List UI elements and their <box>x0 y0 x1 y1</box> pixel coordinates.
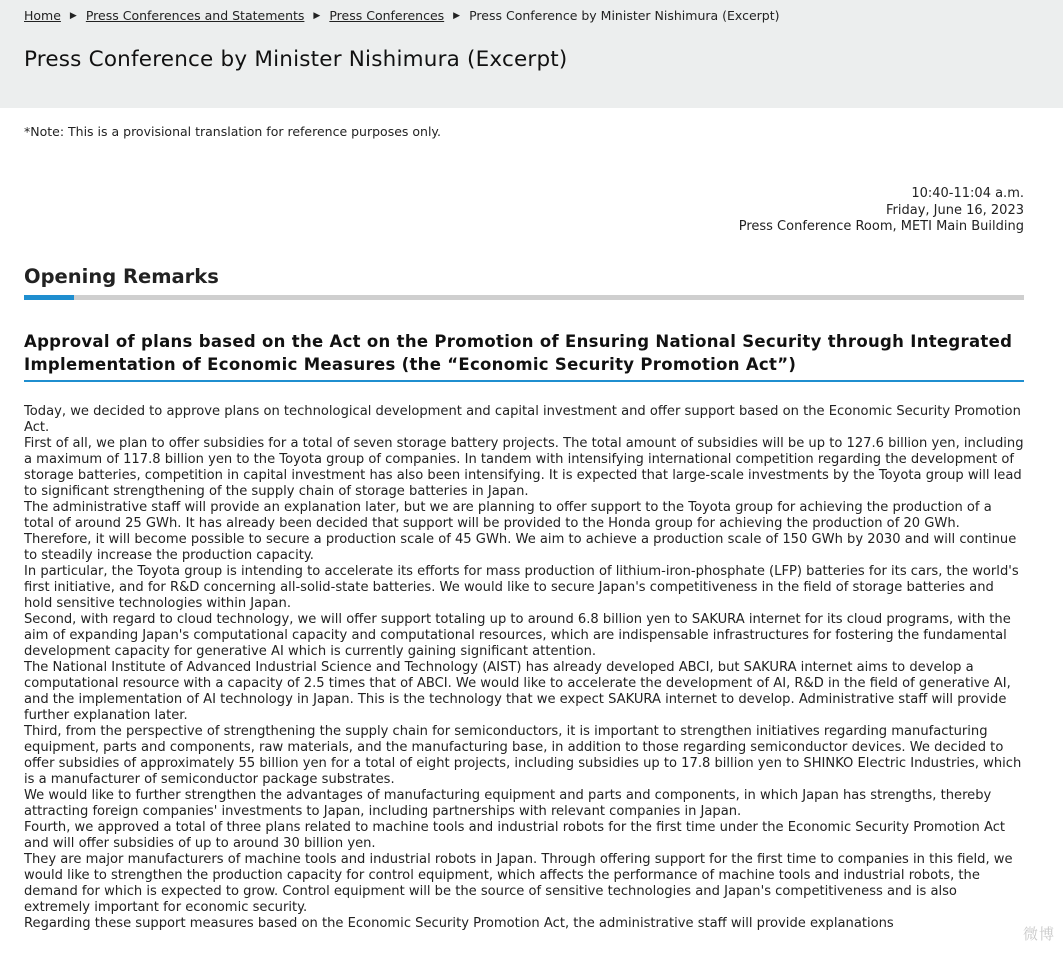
remarks-body <box>24 404 1024 932</box>
breadcrumb-link-home[interactable]: Home <box>24 8 61 23</box>
conference-meta <box>739 186 1024 236</box>
paragraph: In particular, the Toyota group is intending to accelerate its efforts for mass production of lithium-iron-phosphate (LFP) batteries for its cars, the world's first initiative, and for R&D concerning all-solid-state batteries. We would like to secure Japan's competitiveness in the field of storage batteries and hold sensitive technologies within Japan. <box>24 564 1019 611</box>
paragraph: Fourth, we approved a total of three plans related to machine tools and industrial robots for the first time under the Economic Security Promotion Act and will offer subsidies of up to around 30 billion yen. <box>24 820 1006 851</box>
paragraph: Third, from the perspective of strengthening the supply chain for semiconductors, it is important to strengthen initiatives regarding manufacturing equipment, parts and components, raw materials, and the manufacturing base, in addition to those regarding semiconductor devices. We decided to offer subsidies of approximately 55 billion yen for a total of eight projects, including subsidies up to 17.8 billion yen to SHINKO Electric Industries, which is a manufacturer of semiconductor package substrates. <box>24 724 1022 787</box>
paragraph: Today, we decided to approve plans on technological development and capital investment and offer support based on the Economic Security Promotion Act. <box>24 404 1021 435</box>
breadcrumb <box>24 8 780 23</box>
breadcrumb-link-press-conferences[interactable]: Press Conferences <box>329 8 445 23</box>
paragraph <box>24 436 1024 500</box>
conference-location: Press Conference Room, METI Main Building <box>738 219 1024 234</box>
section-divider <box>24 295 1024 300</box>
section-divider-accent <box>24 295 74 300</box>
paragraph: The administrative staff will provide an explanation later, but we are planning to offer support to the Toyota group for achieving the production of a total of around 25 GWh. It has already been decided that support will be provided to the Honda group for achieving the production of 20 GWh. Therefore, it will become possible to secure a production scale of 45 GWh. We aim to achieve a production scale of 150 GWh by 2030 and will continue to steadily increase the production capacity. <box>24 500 1017 563</box>
paragraph-text: First of all, we plan to offer subsidies for a total of seven storage battery projects. <box>24 436 564 451</box>
breadcrumb-current: Press Conference by Minister Nishimura (Excerpt) <box>469 8 780 23</box>
paragraph: Regarding these support measures based on the Economic Security Promotion Act, the administrative staff will provide explanations <box>24 916 894 931</box>
breadcrumb-arrow-icon: ▶ <box>313 10 321 21</box>
watermark-logo: 微博 <box>1022 925 1055 943</box>
paragraph: Second, with regard to cloud technology, we will offer support totaling up to around 6.8 billion yen to SAKURA internet for its cloud programs, with the aim of expanding Japan's computational capacity and computational resources, which are indispensable infrastructures for fostering the fundamental development capacity for generative AI which is currently gaining significant attention. <box>24 612 1011 659</box>
conference-date: Friday, June 16, 2023 <box>886 202 1024 218</box>
paragraph-text: In tandem with intensifying international competition regarding the development of storage batteries, competition in capital investment has also been intensifying. It is expected that large-scale investments by the Toyota group will lead to significant strengthening of the supply chain of storage batteries in Japan. <box>24 452 1022 499</box>
section-heading: Opening Remarks <box>24 265 219 288</box>
paragraph: They are major manufacturers of machine tools and industrial robots in Japan. Through offering support for the first time to companies in this field, we would like to strengthen the production capacity for control equipment, which affects the performance of machine tools and industrial robots, the demand for which is expected to grow. Control equipment will be the source of sensitive technologies and Japan's competitiveness and is also extremely important for economic security. <box>24 852 1013 915</box>
translation-note: *Note: This is a provisional translation for reference purposes only. <box>24 124 442 139</box>
paragraph: The National Institute of Advanced Industrial Science and Technology (AIST) has already developed ABCI, but SAKURA internet aims to develop a computational resource with a capacity of 2.5 times that of ABCI. We would like to accelerate the development of AI, R&D in the field of generative AI, and the implementation of AI technology in Japan. This is the technology that we expect SAKURA internet to develop. Administrative staff will provide further explanation later. <box>24 660 1011 723</box>
breadcrumb-arrow-icon: ▶ <box>453 10 461 21</box>
subheading-rule <box>24 380 1024 382</box>
page-title: Press Conference by Minister Nishimura (Excerpt) <box>24 47 568 72</box>
breadcrumb-link-press-statements[interactable]: Press Conferences and Statements <box>85 8 305 23</box>
paragraph: We would like to further strengthen the advantages of manufacturing equipment and parts and components, in which Japan has strengths, thereby attracting foreign companies' investments to Japan, including partnerships with relevant companies in Japan. <box>24 788 992 819</box>
conference-time: 10:40-11:04 a.m. <box>911 186 1024 201</box>
highlighted-text: The total amount of subsidies will be up to 127.6 billion yen, including a maximum of 117.8 billion yen to the Toyota group of companies. <box>24 436 1024 467</box>
breadcrumb-arrow-icon: ▶ <box>69 10 77 21</box>
topic-subheading: Approval of plans based on the Act on the Promotion of Ensuring National Security through Integrated Implementation of Economic Measures (the “Economic Security Promotion Act”) <box>24 332 1013 374</box>
